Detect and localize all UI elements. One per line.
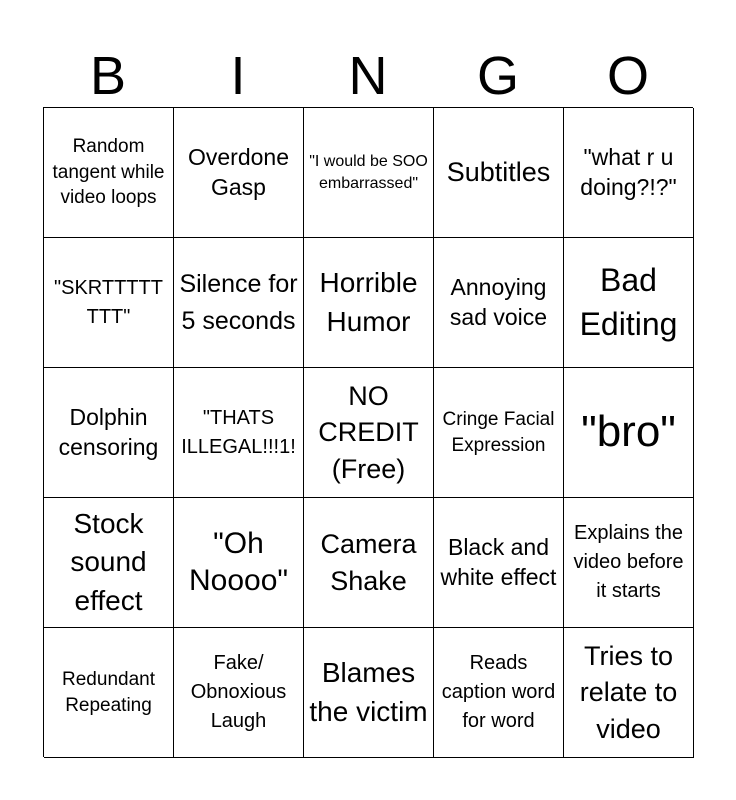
- bingo-cell[interactable]: [304, 628, 434, 758]
- cell-label: Stock sound effect: [70, 507, 147, 616]
- cell-label: "I would be SOO embarrassed": [309, 152, 428, 192]
- header-letter-o: O: [606, 46, 649, 106]
- bingo-cell[interactable]: [564, 238, 694, 368]
- bingo-cell[interactable]: [44, 368, 174, 498]
- bingo-cell[interactable]: [564, 498, 694, 628]
- bingo-header: [43, 44, 693, 108]
- cell-label: Silence for 5 seconds: [179, 270, 298, 335]
- cell-label: "what r u doing?!?": [580, 143, 677, 200]
- cell-label: Tries to relate to video: [579, 640, 678, 744]
- cell-label: Dolphin censoring: [58, 403, 159, 460]
- bingo-cell[interactable]: [44, 498, 174, 628]
- bingo-cell[interactable]: [174, 628, 304, 758]
- cell-label: Cringe Facial Expression: [442, 408, 555, 456]
- bingo-cell[interactable]: [304, 368, 434, 498]
- cell-label: Blames the victim: [309, 656, 428, 727]
- bingo-cell[interactable]: [174, 498, 304, 628]
- cell-label: Reads caption word for word: [441, 652, 556, 732]
- cell-label: Horrible Humor: [319, 266, 418, 337]
- bingo-cell[interactable]: [304, 108, 434, 238]
- bingo-cell[interactable]: [44, 628, 174, 758]
- bingo-cell[interactable]: [44, 108, 174, 238]
- bingo-cell[interactable]: [44, 238, 174, 368]
- bingo-cell[interactable]: [434, 238, 564, 368]
- cell-label: NO CREDIT (Free): [318, 380, 419, 484]
- cell-label: Explains the video before it starts: [573, 522, 684, 602]
- cell-label: Bad Editing: [579, 262, 678, 342]
- bingo-cell[interactable]: [174, 368, 304, 498]
- bingo-cell[interactable]: [564, 368, 694, 498]
- bingo-cell[interactable]: [434, 498, 564, 628]
- header-letter-i: I: [230, 46, 246, 106]
- cell-label: "bro": [581, 407, 676, 457]
- bingo-cell[interactable]: [304, 498, 434, 628]
- cell-label: Camera Shake: [320, 529, 417, 596]
- cell-label: Black and white effect: [440, 533, 557, 590]
- cell-label: Subtitles: [446, 157, 551, 188]
- bingo-cell[interactable]: [174, 108, 304, 238]
- header-letter-g: G: [476, 46, 519, 106]
- cell-label: Overdone Gasp: [187, 143, 289, 200]
- bingo-cell[interactable]: [434, 368, 564, 498]
- header-letter-n: N: [348, 46, 388, 106]
- bingo-cell[interactable]: [434, 108, 564, 238]
- bingo-cell[interactable]: [564, 108, 694, 238]
- bingo-cell[interactable]: [434, 628, 564, 758]
- cell-label: "SKRTTTTTTTT": [54, 276, 163, 328]
- bingo-cell[interactable]: [564, 628, 694, 758]
- bingo-cell[interactable]: [174, 238, 304, 368]
- bingo-cell[interactable]: [304, 238, 434, 368]
- bingo-grid: [43, 107, 693, 757]
- cell-label: Random tangent while video loops: [52, 136, 165, 209]
- cell-label: Fake/ Obnoxious Laugh: [190, 652, 287, 732]
- cell-label: Redundant Repeating: [62, 668, 155, 716]
- cell-label: "Oh Noooo": [188, 526, 289, 597]
- cell-label: Annoying sad voice: [449, 273, 548, 330]
- header-letter-b: B: [89, 46, 127, 106]
- cell-label: "THATS ILLEGAL!!!1!: [181, 406, 296, 458]
